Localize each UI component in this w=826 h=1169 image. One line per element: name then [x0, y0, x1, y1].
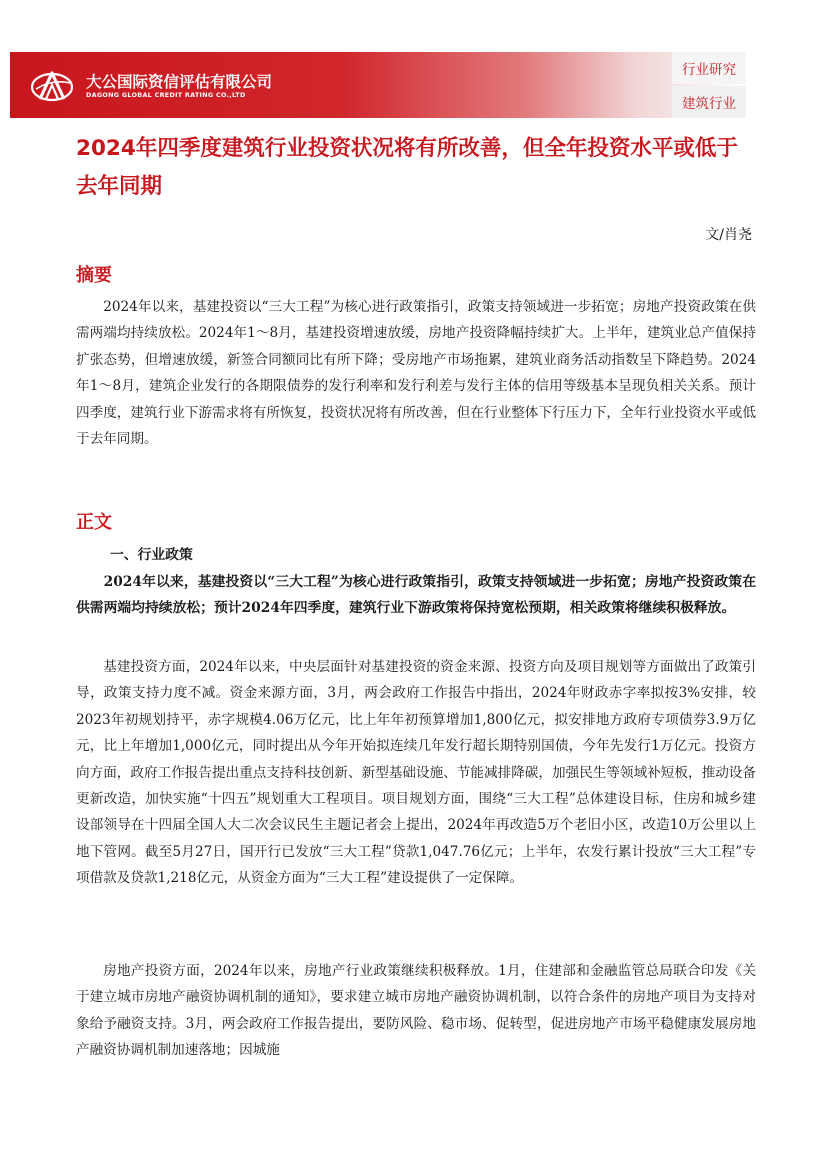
section-heading-policy: 一、行业政策 [110, 547, 193, 563]
section-lead-paragraph: 2024年以来，基建投资以“三大工程”为核心进行政策指引，政策支持领域进一步拓宽；房地产投资政策在供需两端均持续放松；预计2024年四季度，建筑行业下游政策将保持宽松预期，相关政策将继续积极释放。 [76, 574, 756, 617]
dagong-logo-icon [30, 65, 78, 105]
paragraph-real-estate: 房地产投资方面，2024年以来，房地产行业政策继续积极释放。1月，住建部和金融监管总局联合印发《关于建立城市房地产融资协调机制的通知》，要求建立城市房地产融资协调机制，以符合条件的房地产项目为支持对象给予融资支持。3月，两会政府工作报告提出，要防风险、稳市场、促转型，促进房地产市场平稳健康发展房地产融资协调机制加速落地；因城施 [76, 963, 756, 1059]
author-line: 文/肖尧 [705, 227, 752, 243]
abstract-heading: 摘要 [76, 265, 112, 286]
abstract-paragraph: 2024年以来，基建投资以“三大工程”为核心进行政策指引，政策支持领域进一步拓宽；房地产投资政策在供需两端均持续放松。2024年1～8月，基建投资增速放缓，房地产投资降幅持续扩大。上半年，建筑业总产值保持扩张态势，但增速放缓，新签合同额同比有所下降；受房地产市场拖累，建筑业商务活动指数呈下降趋势。2024年1～8月，建筑企业发行的各期限债券的发行利率和发行利差与发行主体的信用等级基本呈现负相关关系。预计四季度，建筑行业下游需求将有所恢复，投资状况将有所改善，但在行业整体下行压力下，全年行业投资水平或低于去年同期。 [76, 299, 756, 448]
article-title: 2024年四季度建筑行业投资状况将有所改善，但全年投资水平或低于去年同期 [76, 136, 738, 199]
company-name-en: DAGONG GLOBAL CREDIT RATING CO.,LTD [86, 91, 246, 99]
category-tag-research: 行业研究 [672, 52, 746, 84]
body-heading: 正文 [76, 512, 112, 533]
company-name-cn: 大公国际资信评估有限公司 [86, 73, 273, 91]
category-tag-industry: 建筑行业 [672, 86, 746, 118]
paragraph-infrastructure: 基建投资方面，2024年以来，中央层面针对基建投资的资金来源、投资方向及项目规划等方面做出了政策引导，政策支持力度不减。资金来源方面，3月，两会政府工作报告中指出，2024年财政赤字率拟按3%安排，较2023年初规划持平，赤字规模4.06万亿元，比上年年初预算增加1,800亿元，拟安排地方政府专项债券3.9万亿元，比上年增加1,000亿元，同时提出从今年开始拟连续几年发行超长期特别国债，今年先发行1万亿元。投资方向方面，政府工作报告提出重点支持科技创新、新型基础设施、节能减排降碳，加强民生等领域补短板，推动设备更新改造，加快实施“十四五”规划重大工程项目。项目规划方面，围绕“三大工程”总体建设目标，住房和城乡建设部领导在十四届全国人大二次会议民生主题记者会上提出，2024年再改造5万个老旧小区，改造10万公里以上地下管网。截至5月27日，国开行已发放“三大工程”贷款1,047.76亿元；上半年，农发行累计投放“三大工程”专项借款及贷款1,218亿元，从资金方面为“三大工程”建设提供了一定保障。 [76, 659, 756, 887]
